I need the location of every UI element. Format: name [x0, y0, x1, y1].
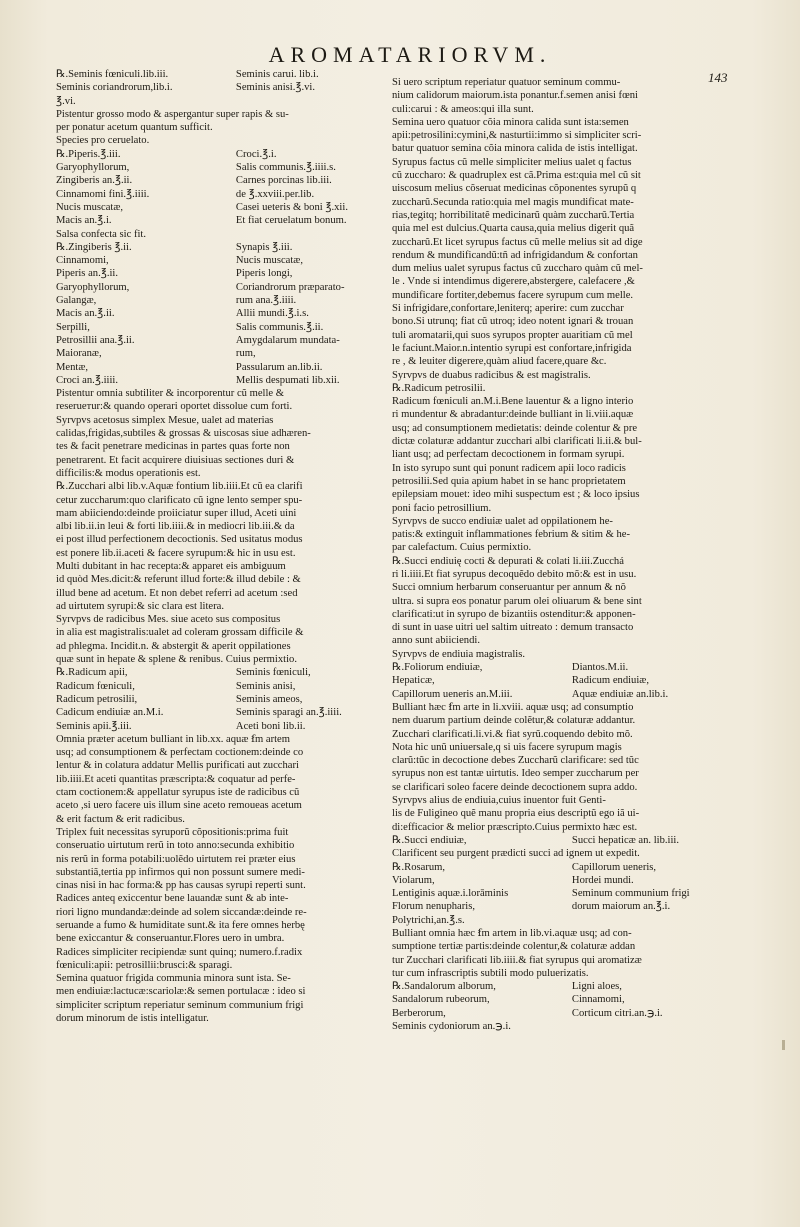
text-line: usq; ad consumptionem & perfectam coctionem:deinde co [56, 747, 304, 759]
text-line: Si uero scriptum reperiatur quatuor seminum commu- [392, 77, 621, 88]
text-line: ℞.Radicum petrosilii. [392, 382, 486, 394]
text-line: liant usq; ad perfectam decoctionem in formam syrupi. [392, 449, 625, 461]
recipe-ingredient-row [56, 294, 402, 307]
text-line: rias,tegitq; horribilitatẽ medicinarũ quàm zuccharũ.Tertia [392, 209, 635, 221]
recipe-ingredient-row [56, 148, 402, 161]
text-line: Syrvpvs alius de endiuia,cuius inuentor fuit Genti- [392, 795, 606, 807]
text-line: batur quatuor semina cõia minora calida de istis intelligat. [392, 143, 638, 155]
text-line: ei post illud perfectionem decoctionis. Sed usitatus modus [56, 534, 303, 546]
text-line: bene exiccantur & conseruantur.Flores uero in umbra. [56, 933, 285, 945]
recipe-ingredient-row [56, 693, 402, 706]
ingredient-left: ℞.Piperis.℥.iii. [56, 148, 121, 160]
text-line: men endiuiæ:lactucæ:scariolæ:& semen portulacæ : ideo si [56, 986, 306, 998]
text-line: se clarificari soleo facere deinde decoctionem supra addo. [392, 781, 638, 793]
text-line: usq; ad consumptionem medietatis: deinde colentur & pre [392, 422, 638, 434]
ingredient-left: Nucis muscatæ, [56, 201, 124, 213]
ingredient-left: Seminis apii.℥.iii. [56, 720, 132, 732]
ingredient-right: Nucis muscatæ, [235, 255, 304, 267]
recipe-ingredient-row [56, 706, 402, 719]
text-line: Si infrigidare,confortare,leniterq; aperire: cum zucchar [392, 303, 624, 315]
text-line: Salsa confecta sic fit. [56, 228, 147, 240]
ingredient-right: de ℥.xxviii.per.lib. [235, 188, 315, 200]
recipe-ingredient-row [56, 281, 402, 294]
text-line: syrupus non est tantæ uirtutis. Ideo semper zuccharum per [392, 768, 639, 780]
ingredient-left: Cinnamomi fini.℥.iiii. [56, 188, 150, 200]
ingredient-left: Macis an.℥.i. [56, 215, 112, 227]
recipe-ingredient-row [392, 688, 738, 701]
text-line: nis rerũ in forma potabili:uolẽdo uirtutem rei præter eius [56, 853, 296, 865]
text-line: Syrvpvs de endiuia magistralis. [392, 648, 525, 660]
ingredient-left: ℞.Sandalorum alborum, [392, 981, 496, 993]
ingredient-right: Piperis longi, [235, 268, 293, 280]
text-line: ultra. si supra eos ponatur parum olei oliuarum & bene sint [392, 595, 642, 607]
ingredient-left: Macis an.℥.ii. [56, 308, 115, 320]
text-line: clarũ:tũc in decoctione debes Zuccharũ clarificare: sed tũc [392, 755, 639, 767]
text-line: patis:& extinguit inflammationes febrium & sitim & he- [392, 529, 631, 541]
ingredient-right: Succi hepaticæ an. lib.iii. [571, 834, 680, 846]
text-line: nium calidorum maiorum.ista ponantur.f.semen anisi fœni [392, 90, 638, 102]
text-line: Radices anteq exiccentur bene lauandæ sunt & ab inte- [56, 893, 289, 905]
text-line: anno sunt abiiciendi. [392, 635, 480, 647]
text-line: mundificare fortiter,debemus facere syrupum cum melle. [392, 289, 634, 301]
text-line: ad uirtutem syrupi:& sic clara est litera. [56, 600, 224, 612]
recipe-ingredient-row [56, 361, 402, 374]
recipe-ingredient-row [392, 980, 738, 993]
text-line: conseruatio uirtutum rerũ in toto anno:secunda exhibitio [56, 840, 295, 852]
left-column [56, 68, 402, 1025]
recipe-ingredient-row [56, 666, 402, 679]
recipe-ingredient-row [56, 68, 402, 81]
text-line: mam abiiciendo:deinde proiiciatur super illud, Aceti uini [56, 507, 297, 519]
ingredient-right: rum ana.℥.iiii. [235, 295, 297, 307]
ingredient-right: Hordei mundi. [571, 874, 634, 886]
ingredient-right: Ligni aloes, [571, 981, 622, 993]
ingredient-right: Diantos.M.ii. [571, 662, 629, 674]
ingredient-right: rum, [235, 348, 256, 360]
ingredient-left: Lentiginis aquæ.i.lorāminis [392, 888, 509, 900]
text-line: Omnia præter acetum bulliant in lib.xx. aquæ ẜm artem [56, 733, 290, 745]
text-line: Syrupus factus cũ melle simpliciter melius ualet q factus [392, 156, 632, 168]
text-line: In isto syrupo sunt qui ponunt radicem apii loco radicis [392, 462, 626, 474]
text-line: zuccharũ.Et licet syrupus factus cũ melle melius sit ad dige [392, 236, 643, 248]
text-line: Polytrichi,an.℥.s. [392, 914, 465, 926]
text-line: Semina quatuor frigida communia minora sunt ista. Se- [56, 973, 291, 985]
recipe-ingredient-row [56, 188, 402, 201]
text-line: ℞.Succi endiuię cocti & depurati & colati li.iii.Zucchá [392, 555, 624, 567]
recipe-ingredient-row [56, 81, 402, 94]
text-line: ad phlegma. Incidit.n. & abstergit & aperit oppilationes [56, 640, 291, 652]
ingredient-right: Coriandrorum præparato- [235, 281, 345, 293]
ingredient-right: dorum maiorum an.℥.i. [571, 901, 671, 913]
text-line: Syrvpvs de radicibus Mes. siue aceto sus compositus [56, 614, 281, 626]
text-line: tur cum infrascriptis subtili modo puluerizatis. [392, 967, 589, 979]
recipe-ingredient-row [392, 887, 738, 900]
recipe-ingredient-row [56, 374, 402, 387]
ingredient-left: ℞.Radicum apii, [56, 667, 128, 679]
recipe-ingredient-row [392, 1007, 738, 1020]
text-line: cinas nisi in hac forma:& pp has causas syrupi reperti sunt. [56, 880, 306, 892]
recipe-ingredient-row [392, 674, 738, 687]
text-line: Species pro ceruelato. [56, 135, 150, 147]
ingredient-right: Seminis ameos, [235, 693, 303, 705]
ingredient-right: Carnes porcinas lib.iii. [235, 175, 332, 187]
ingredient-right: Allii mundi.℥.i.s. [235, 308, 309, 320]
text-line: ℥.vi. [56, 95, 76, 107]
text-line: lib.iiii.Et aceti quantitas præscripta:& coquatur ad perfe- [56, 773, 296, 785]
ingredient-right: Seminis fœniculi, [235, 667, 311, 679]
text-line: simpliciter scriptum reperiatur seminum communium frigi [56, 999, 304, 1011]
recipe-ingredient-row [392, 661, 738, 674]
text-line: culi:carui : & ameos:qui illa sunt. [392, 103, 534, 115]
ingredient-right: Synapis ℥.iii. [235, 241, 293, 253]
text-line: riori ligno mundandæ:deinde ad solem siccandæ:deinde re- [56, 906, 307, 918]
recipe-ingredient-row [392, 900, 738, 913]
text-line: lentur & in colatura addatur Mellis purificati aut zucchari [56, 760, 299, 772]
ingredient-left: Florum nenupharis, [392, 901, 475, 913]
text-line: nem duarum partium deinde colẽtur,& colaturæ addantur. [392, 715, 636, 727]
ingredient-left: Petrosillii ana.℥.ii. [56, 334, 135, 346]
ingredient-right: Seminum communium frigi [571, 888, 690, 900]
ingredient-left: Radicum petrosilii, [56, 693, 138, 705]
ingredient-left: Maioranæ, [56, 348, 102, 360]
text-line: sumptione tertiæ partis:deinde colentur,& colaturæ addan [392, 941, 636, 953]
text-line: bono.Si utrunq; fiat cũ utroq; ideo notent ignari & trouan [392, 316, 634, 328]
text-line: Clarificent seu purgent prædicti succi ad ignem ut expedit. [392, 848, 640, 860]
ingredient-right: Seminis sparagi an.℥.iiii. [235, 707, 342, 719]
ingredient-left: Mentæ, [56, 361, 89, 373]
ingredient-left: Galangæ, [56, 295, 97, 307]
recipe-ingredient-row [56, 334, 402, 347]
ingredient-left: Garyophyllorum, [56, 162, 130, 174]
text-line: le faciunt.Maior.n.intentio syrupi est confortare,infrigida [392, 342, 632, 354]
text-line: reserueтur:& quando operari oportet dissolue cum forti. [56, 401, 293, 413]
text-line: est ponere lib.ii.aceti & facere syrupum:& hic in usu est. [56, 547, 296, 559]
text-line: Syrvpvs de succo endiuiæ ualet ad oppilationem he- [392, 515, 613, 527]
ingredient-left: Capillorum ueneris an.M.iii. [392, 688, 513, 700]
text-line: Bulliant hæc ẜm arte in li.xviii. aquæ usq; ad consumptio [392, 701, 634, 713]
ingredient-right: Radicum endiuiæ, [571, 675, 650, 687]
text-line: Pistentur grosso modo & aspergantur super rapis & su- [56, 108, 289, 120]
ingredient-left: Cinnamomi, [56, 255, 109, 267]
text-line: dorum minorum de istis intelligatur. [56, 1013, 209, 1025]
text-line: Multi dubitant in hac recepta:& apparet eis ambiguum [56, 560, 286, 572]
text-line: ri mundentur & abradantur:deinde bulliant in li.viii.aquæ [392, 409, 634, 421]
text-line: illud bene ad acetum. Et non debet referri ad acetum :sed [56, 587, 298, 599]
text-line: clarificati:ut in syrupo de bizantiis ostenditur:& apponen- [392, 608, 636, 620]
ingredient-left: ℞.Zingiberis ℥.ii. [56, 241, 132, 253]
recipe-ingredient-row [56, 161, 402, 174]
text-line: apii:petrosilini:cymini,& nasturtii:immo si simpliciter scri- [392, 130, 642, 142]
text-line: aceto ,si uero facere uis illum sine aceto remoueas acetum [56, 800, 302, 812]
text-line: Succi omnium herbarum conseruantur per annum & nõ [392, 582, 626, 594]
recipe-ingredient-row [56, 321, 402, 334]
recipe-ingredient-row [56, 267, 402, 280]
text-line: difficilis:& modus operationis est. [56, 467, 201, 479]
text-line: uiscosum melius cõseruat medicinas cõponentes syrupũ q [392, 183, 637, 195]
ingredient-left: Radicum fœniculi, [56, 680, 135, 692]
text-line: Triplex fuit necessitas syruporũ cõpositionis:prima fuit [56, 826, 289, 838]
text-line: petrosilii.Sed quia apium habet in se hanc proprietatem [392, 475, 626, 487]
ingredient-left: ℞.Rosarum, [392, 861, 446, 873]
ingredient-right: Salis communis.℥.ii. [235, 321, 324, 333]
recipe-ingredient-row [56, 254, 402, 267]
text-line: re , & leuiter digerere,quàm aliud facere,quare &c. [392, 356, 607, 368]
ingredient-right: Amygdalarum mundata- [235, 334, 340, 346]
recipe-ingredient-row [56, 720, 402, 733]
ingredient-right: Mellis despumati lib.xii. [235, 374, 340, 386]
ingredient-left: Garyophyllorum, [56, 281, 130, 293]
text-line: poni facio petrosillium. [392, 502, 492, 514]
recipe-ingredient-row [56, 241, 402, 254]
running-title: AROMATARIORVM. [268, 42, 552, 67]
right-column [392, 76, 738, 1033]
text-line: in alia est magistralis:ualet ad coleram grossam difficile & [56, 627, 304, 639]
ingredient-left: Violarum, [392, 874, 435, 886]
ingredient-left: Seminis coriandrorum,lib.i. [56, 82, 173, 94]
recipe-ingredient-row [56, 347, 402, 360]
text-line: tur Zucchari clarificati lib.iiii.& fiat syrupus qui aromatizæ [392, 954, 642, 966]
text-line: di:efficacior & melior præscripto.Cuius permixto hæc est. [392, 821, 638, 833]
recipe-ingredient-row [56, 214, 402, 227]
text-line: epilepsiam mouet: ideo mihi suspectum est ; & loco ipsius [392, 489, 640, 501]
page-edge-mark [782, 1040, 785, 1050]
ingredient-left: Sandalorum rubeorum, [392, 994, 490, 1006]
text-line: cetur zuccharum:quo clarificato cũ igne lento semper spu- [56, 494, 303, 506]
ingredient-right: Et fiat ceruelatum bonum. [235, 215, 347, 227]
ingredient-right: Passularum an.lib.ii. [235, 361, 323, 373]
text-line: Semina uero quatuor cõia minora calida sunt ista:semen [392, 116, 629, 128]
text-line: ctam coctionem:& appellatur syrupus iste de radicibus cũ [56, 787, 300, 799]
text-line: le . Vnde si intendimus digerere,abstergere, calefacere ,& [392, 276, 635, 288]
text-line: fœniculi:apii: petrosillii:brusci:& sparagi. [56, 959, 233, 971]
ingredient-left: Hepaticæ, [392, 675, 435, 687]
text-line: Zucchari clarificati.li.vi.& fiat syrũ.coquendo debito mõ. [392, 728, 633, 740]
ingredient-right: Croci.℥.i. [235, 148, 277, 160]
text-line: par calefactum. Cuius permixtio. [392, 542, 532, 554]
ingredient-left: Serpilli, [56, 321, 90, 333]
text-line: zuccharũ.Secunda ratio:quia mel magis mundificat mate- [392, 196, 634, 208]
text-line: cũ zuccharo: & quadruplex est cã.Prima est:quia mel cũ sit [392, 170, 641, 182]
ingredient-right: Cinnamomi, [571, 994, 625, 1006]
text-line: Pistentur omnia subtiliter & incorporentur cũ melle & [56, 388, 285, 400]
recipe-ingredient-row [56, 680, 402, 693]
ingredient-left: ℞.Seminis fœniculi.lib.iii. [56, 69, 169, 80]
text-line: Nota hic unũ uniuersale,q si uis facere syrupum magis [392, 741, 622, 753]
page-number: 143 [708, 70, 728, 85]
text-line: tuli aromatarii,qui suos syrupos propter auaritiam cũ mel [392, 329, 633, 341]
ingredient-left: Cadicum endiuiæ an.M.i. [56, 707, 164, 719]
ingredient-left: ℞.Foliorum endiuiæ, [392, 662, 483, 674]
ingredient-left: Piperis an.℥.ii. [56, 268, 119, 280]
text-line: seruande a fumo & humiditate sunt.& ita fere omnes herbę [56, 920, 305, 931]
ingredient-right: Seminis carui. lib.i. [235, 69, 319, 80]
ingredient-right: Casei ueteris & boni ℥.xii. [235, 201, 348, 213]
text-line: dictæ colaturæ addantur zucchari albi clarificati li.ii.& bul- [392, 436, 642, 448]
ingredient-left: Berberorum, [392, 1007, 446, 1019]
recipe-ingredient-row [56, 201, 402, 214]
text-line: dum melius ualet syrupus factus cũ zuccharo quàm cũ mel- [392, 263, 643, 275]
recipe-ingredient-row [392, 993, 738, 1006]
text-line: substantiã,tertia pp infirmos qui non possunt sumere medi- [56, 866, 305, 878]
recipe-ingredient-row [392, 861, 738, 874]
text-line: penetrarent. Et facit acquirere diuisiuas sectiones duri & [56, 454, 295, 466]
recipe-ingredient-row [56, 174, 402, 187]
text-line: ℞.Zucchari albi lib.v.Aquæ fontium lib.iiii.Et cũ ea clarifi [56, 481, 303, 493]
text-line: tes & facit penetrare medicinas in partes quas forte non [56, 441, 290, 453]
ingredient-right: Aceti boni lib.ii. [235, 720, 306, 732]
recipe-ingredient-row [56, 307, 402, 320]
ingredient-left: ℞.Succi endiuiæ, [392, 834, 467, 846]
ingredient-right: Seminis anisi, [235, 680, 296, 692]
ingredient-right: Capillorum ueneris, [571, 861, 657, 873]
text-line: lis de Fuligineo quẽ manu propria eius descriptũ ego iã ui- [392, 808, 640, 820]
text-line: Syrvpvs de duabus radicibus & est magistralis. [392, 369, 591, 381]
text-line: ri li.iiii.Et fiat syrupus decoquẽdo debito mõ:& est in usu. [392, 568, 637, 580]
text-line: & erit factum & erit radicibus. [56, 813, 185, 825]
recipe-ingredient-row [392, 834, 738, 847]
ingredient-left: Croci an.℥.iiii. [56, 374, 119, 386]
text-line: Syrvpvs acetosus simplex Mesue, ualet ad materias [56, 414, 274, 426]
text-line: quia mel est dulcius.Quarta causa,quia melius digerit quã [392, 223, 635, 235]
ingredient-right: Aquæ endiuiæ an.lib.i. [571, 688, 669, 700]
text-line: per ponatur acetum quantum sufficit. [56, 122, 213, 134]
ingredient-right: Salis communis.℥.iiii.s. [235, 162, 336, 174]
ingredient-right: Corticum citri.an.℈.i. [571, 1007, 663, 1019]
ingredient-left: Zingiberis an.℥.ii. [56, 175, 133, 187]
ingredient-right: Seminis anisi.℥.vi. [235, 82, 316, 94]
text-line: calidas,frigidas,subtiles & grossas & uiscosas siue adhæren- [56, 428, 311, 440]
text-line: rendum & mundificandũ:tñ ad infrigidandum & confortan [392, 249, 638, 261]
text-line: albi lib.ii.in leui & forti lib.iiii.& in mediocri lib.iii.& da [56, 521, 295, 533]
text-line: Radices simpliciter recipiendæ sunt quinq; numero.f.radix [56, 946, 303, 958]
text-line: Seminis cydoniorum an.℈.i. [392, 1021, 511, 1033]
text-line: quæ sunt in hepate & splene & renibus. Cuius permixtio. [56, 654, 297, 666]
text-line: Bulliant omnia hæc ẜm artem in lib.vi.aquæ usq; ad con- [392, 928, 632, 939]
recipe-ingredient-row [392, 874, 738, 887]
text-line: id quòd Mes.dicit:& referunt illud forte:& illud debile : & [56, 574, 301, 586]
text-line: Radicum fœniculi an.M.i.Bene lauentur & a ligno interio [392, 396, 634, 408]
text-line: di sunt in uase uitri uel saltim uitreato : demum transacto [392, 622, 634, 634]
